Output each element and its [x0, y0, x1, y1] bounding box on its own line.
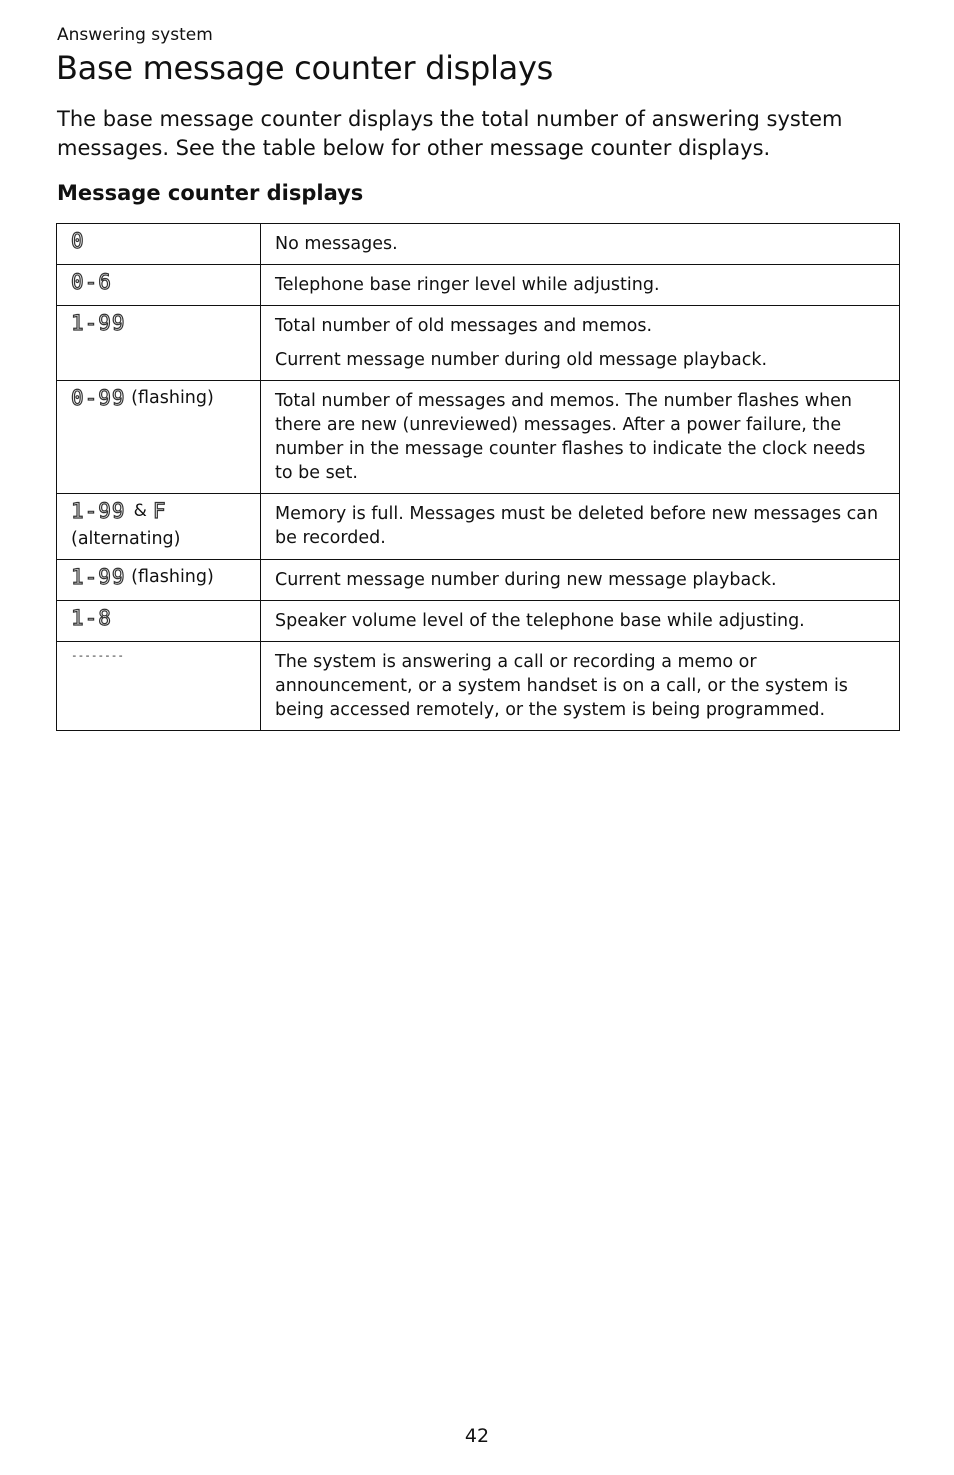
display-cell: [57, 224, 261, 265]
description-cell: [261, 494, 900, 560]
section-label: Answering system: [57, 25, 213, 45]
description-text: Memory is full. Messages must be deleted before new messages can be recorded.: [275, 504, 879, 548]
table-row: [57, 265, 900, 306]
display-cell: [57, 642, 261, 731]
display-cell: [57, 381, 261, 494]
description-text: The system is answering a call or recording a memo or announcement, or a system handset is on a call, or the system is being accessed remotely, or the system is being programmed.: [275, 652, 848, 720]
page-title: Base message counter displays: [56, 49, 553, 87]
display-cell: [57, 560, 261, 601]
table-row: [57, 494, 900, 560]
counter-display: 0: [71, 229, 85, 253]
display-cell: [57, 494, 261, 560]
table-row: [57, 381, 900, 494]
table-row: [57, 560, 900, 601]
counter-display: 0-99: [71, 386, 126, 410]
description-text: Telephone base ringer level while adjusting.: [275, 275, 660, 295]
display-cell: [57, 306, 261, 381]
table-row: [57, 224, 900, 265]
description-cell: [261, 265, 900, 306]
description-text: Speaker volume level of the telephone base while adjusting.: [275, 611, 805, 631]
counter-display: 1-8: [71, 606, 112, 630]
counter-display-busy: --------: [71, 649, 124, 662]
page-number: 42: [464, 1425, 490, 1447]
display-qualifier: (alternating): [71, 529, 181, 549]
description-cell: [261, 224, 900, 265]
description-cell: [261, 642, 900, 731]
table-row: [57, 642, 900, 731]
counter-display: 1-99: [71, 565, 126, 589]
table-row: [57, 306, 900, 381]
table-row: [57, 601, 900, 642]
display-cell: [57, 601, 261, 642]
intro-paragraph: The base message counter displays the total number of answering system messages. See the table below for other message counter displays.: [57, 107, 843, 160]
description-text: No messages.: [275, 234, 398, 254]
counter-display: 1-99: [71, 499, 126, 523]
ampersand: &: [133, 501, 147, 521]
description-cell: [261, 560, 900, 601]
counter-display-full: F: [152, 499, 167, 523]
description-text: Current message number during new message playback.: [275, 570, 777, 590]
description-cell: [261, 306, 900, 381]
display-qualifier: (flashing): [131, 567, 214, 587]
description-text: Current message number during old message playback.: [275, 350, 768, 370]
description-cell: [261, 601, 900, 642]
description-text: Total number of messages and memos. The number flashes when there are new (unreviewed) messages. After a power failure, the number in the message counter flashes to indicate the clock needs to be set.: [275, 391, 866, 483]
message-counter-table: [56, 223, 900, 731]
display-cell: [57, 265, 261, 306]
counter-display: 0-6: [71, 270, 112, 294]
description-cell: [261, 381, 900, 494]
display-qualifier: (flashing): [131, 388, 214, 408]
counter-display: 1-99: [71, 311, 126, 335]
description-text: Total number of old messages and memos.: [275, 316, 653, 336]
table-heading: Message counter displays: [57, 181, 364, 205]
